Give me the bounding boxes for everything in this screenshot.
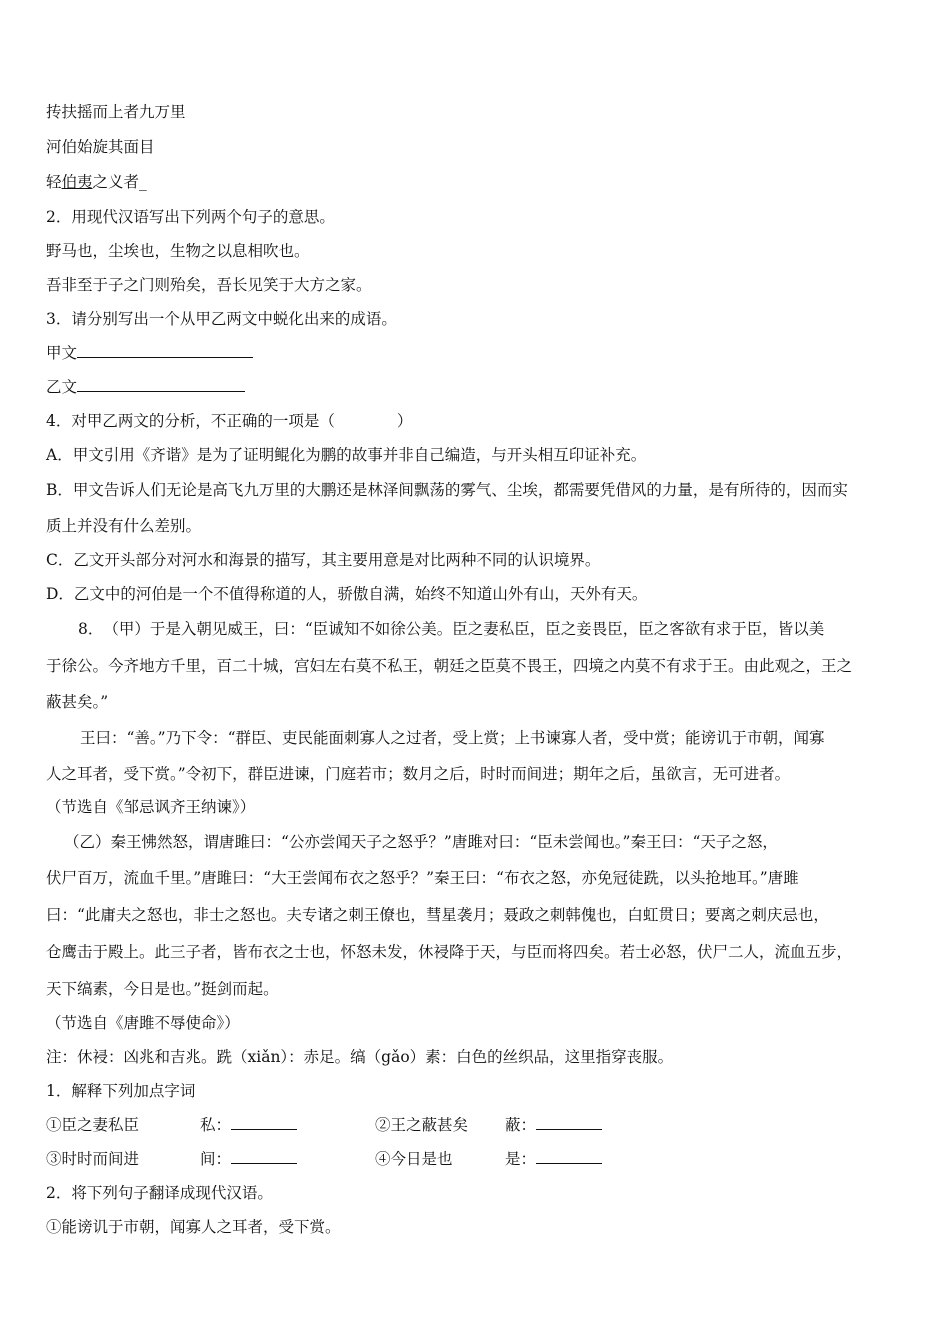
text-line <box>46 172 147 192</box>
question-3 <box>46 309 397 329</box>
passage-text: （乙）秦王怫然怒，谓唐雎曰：“公亦尝闻天子之怒乎？”唐雎对曰：“臣未尝闻也。”秦王曰：“天子之怒， <box>64 833 778 851</box>
line-text: 吾非至于子之门则殆矣，吾长见笑于大方之家。 <box>46 276 372 294</box>
answer-blank[interactable] <box>536 1149 602 1164</box>
question-text: ） <box>396 412 413 430</box>
passage-line <box>46 764 790 784</box>
answer-blank[interactable] <box>77 377 245 392</box>
passage-text: 于徐公。今齐地方千里，百二十城，宫妇左右莫不私王，朝廷之臣莫不畏王，四境之内莫不有求于王。由此观之，王之 <box>46 657 853 675</box>
word-item <box>375 1115 468 1135</box>
passage-text: 曰：“此庸夫之怒也，非士之怒也。夫专诸之刺王僚也，彗星袭月；聂政之刺韩傀也，白虹贯日；要离之刺庆忌也， <box>46 906 829 924</box>
answer-line-a <box>46 343 253 363</box>
passage-line <box>78 619 824 639</box>
question-4 <box>46 411 412 431</box>
word-item <box>375 1149 453 1169</box>
passage-text: 8． （甲）于是入朝见威王，曰：“臣诚知不如徐公美。臣之妻私臣，臣之妾畏臣，臣之客欲有求于臣，皆以美 <box>78 620 825 638</box>
item-label: 间： <box>200 1150 232 1168</box>
item-label: 是： <box>505 1150 537 1168</box>
passage-text: 伏尸百万，流血千里。”唐雎曰：“大王尝闻布衣之怒乎？”秦王曰：“布衣之怒，亦免冠徒跣，以头抢地耳。”唐雎 <box>46 869 799 887</box>
option-text: B．甲文告诉人们无论是高飞九万里的大鹏还是林泽间飘荡的雾气、尘埃，都需要凭借风的力量，是有所待的，因而实 <box>46 481 848 499</box>
line-text: 轻 <box>46 173 62 191</box>
sub-question-2 <box>46 1183 273 1203</box>
word-answer <box>505 1115 602 1135</box>
word-answer <box>200 1115 297 1135</box>
option-c <box>46 550 600 570</box>
passage-line <box>46 692 108 712</box>
underlined-word: 伯夷 <box>61 173 93 191</box>
passage-line <box>80 728 825 748</box>
option-text: C．乙文开头部分对河水和海景的描写，其主要用意是对比两种不同的认识境界。 <box>46 551 601 569</box>
option-text: 质上并没有什么差别。 <box>46 517 202 535</box>
source-text: （节选自《唐雎不辱使命》） <box>46 1014 240 1032</box>
question-text: 3．请分别写出一个从甲乙两文中蜕化出来的成语。 <box>46 310 397 328</box>
source-text: （节选自《邹忌讽齐王纳谏》） <box>46 798 256 816</box>
text-line <box>46 241 310 261</box>
passage-text: 仓鹰击于殿上。此三子者，皆布衣之士也，怀怒未发，休祲降于天，与臣而将四矣。若士必怒，伏尸二人，流血五步， <box>46 943 853 961</box>
answer-blank[interactable] <box>536 1115 602 1130</box>
option-b <box>46 480 848 500</box>
item-text: ③时时而间进 <box>46 1150 140 1168</box>
source-note <box>46 797 255 817</box>
word-item <box>46 1115 139 1135</box>
answer-label: 甲文 <box>46 344 78 362</box>
item-text: ②王之蔽甚矣 <box>375 1116 469 1134</box>
item-text: ①臣之妻私臣 <box>46 1116 140 1134</box>
line-text: 抟扶摇而上者九万里 <box>46 103 186 121</box>
answer-blank[interactable] <box>77 343 253 358</box>
source-note <box>46 1013 240 1033</box>
option-text: A．甲文引用《齐谐》是为了证明鲲化为鹏的故事并非自己编造，与开头相互印证补充。 <box>46 446 647 464</box>
question-text: 2．将下列句子翻译成现代汉语。 <box>46 1184 273 1202</box>
passage-line <box>46 979 279 999</box>
passage-line <box>46 905 829 925</box>
passage-line <box>46 942 852 962</box>
passage-text: 王曰：“善。”乃下令：“群臣、吏民能面刺寡人之过者，受上赏；上书谏寡人者，受中赏；能谤讥于市朝，闻寡 <box>80 729 825 747</box>
answer-blank[interactable] <box>231 1115 297 1130</box>
text-line <box>46 102 186 122</box>
sub-question-1 <box>46 1081 195 1101</box>
answer-line-b <box>46 377 245 397</box>
passage-text: 蔽甚矣。” <box>46 693 109 711</box>
text-line <box>46 1217 341 1237</box>
word-answer <box>200 1149 297 1169</box>
option-b-continued <box>46 516 201 536</box>
line-text: 野马也，尘埃也，生物之以息相吹也。 <box>46 242 310 260</box>
word-answer <box>505 1149 602 1169</box>
option-d <box>46 584 647 604</box>
line-text: 之义者_ <box>92 173 147 191</box>
option-a <box>46 445 646 465</box>
question-text: 2．用现代汉语写出下列两个句子的意思。 <box>46 208 335 226</box>
annotation-note <box>46 1047 673 1067</box>
passage-line <box>46 656 852 676</box>
item-text: ④今日是也 <box>375 1150 453 1168</box>
question-text: 4．对甲乙两文的分析，不正确的一项是（ <box>46 412 335 430</box>
line-text: 河伯始旋其面目 <box>46 138 155 156</box>
passage-line <box>46 868 799 888</box>
passage-text: 人之耳者，受下赏。”令初下，群臣进谏，门庭若市；数月之后，时时而间进；期年之后，虽欲言，无可进者。 <box>46 765 791 783</box>
question-text: 1．解释下列加点字词 <box>46 1082 196 1100</box>
option-text: D．乙文中的河伯是一个不值得称道的人，骄傲自满，始终不知道山外有山，天外有天。 <box>46 585 648 603</box>
answer-blank[interactable] <box>231 1149 297 1164</box>
question-2 <box>46 207 335 227</box>
text-line <box>46 275 372 295</box>
text-line <box>46 137 155 157</box>
answer-label: 乙文 <box>46 378 78 396</box>
passage-text: 天下缟素，今日是也。”挺剑而起。 <box>46 980 279 998</box>
passage-line <box>64 832 778 852</box>
item-label: 私： <box>200 1116 232 1134</box>
word-item <box>46 1149 139 1169</box>
note-text: 注：休祲：凶兆和吉兆。跣（xiǎn）：赤足。缟（gǎo）素：白色的丝织品，这里指穿丧服。 <box>46 1048 674 1066</box>
line-text: ①能谤讥于市朝，闻寡人之耳者，受下赏。 <box>46 1218 341 1236</box>
item-label: 蔽： <box>505 1116 537 1134</box>
